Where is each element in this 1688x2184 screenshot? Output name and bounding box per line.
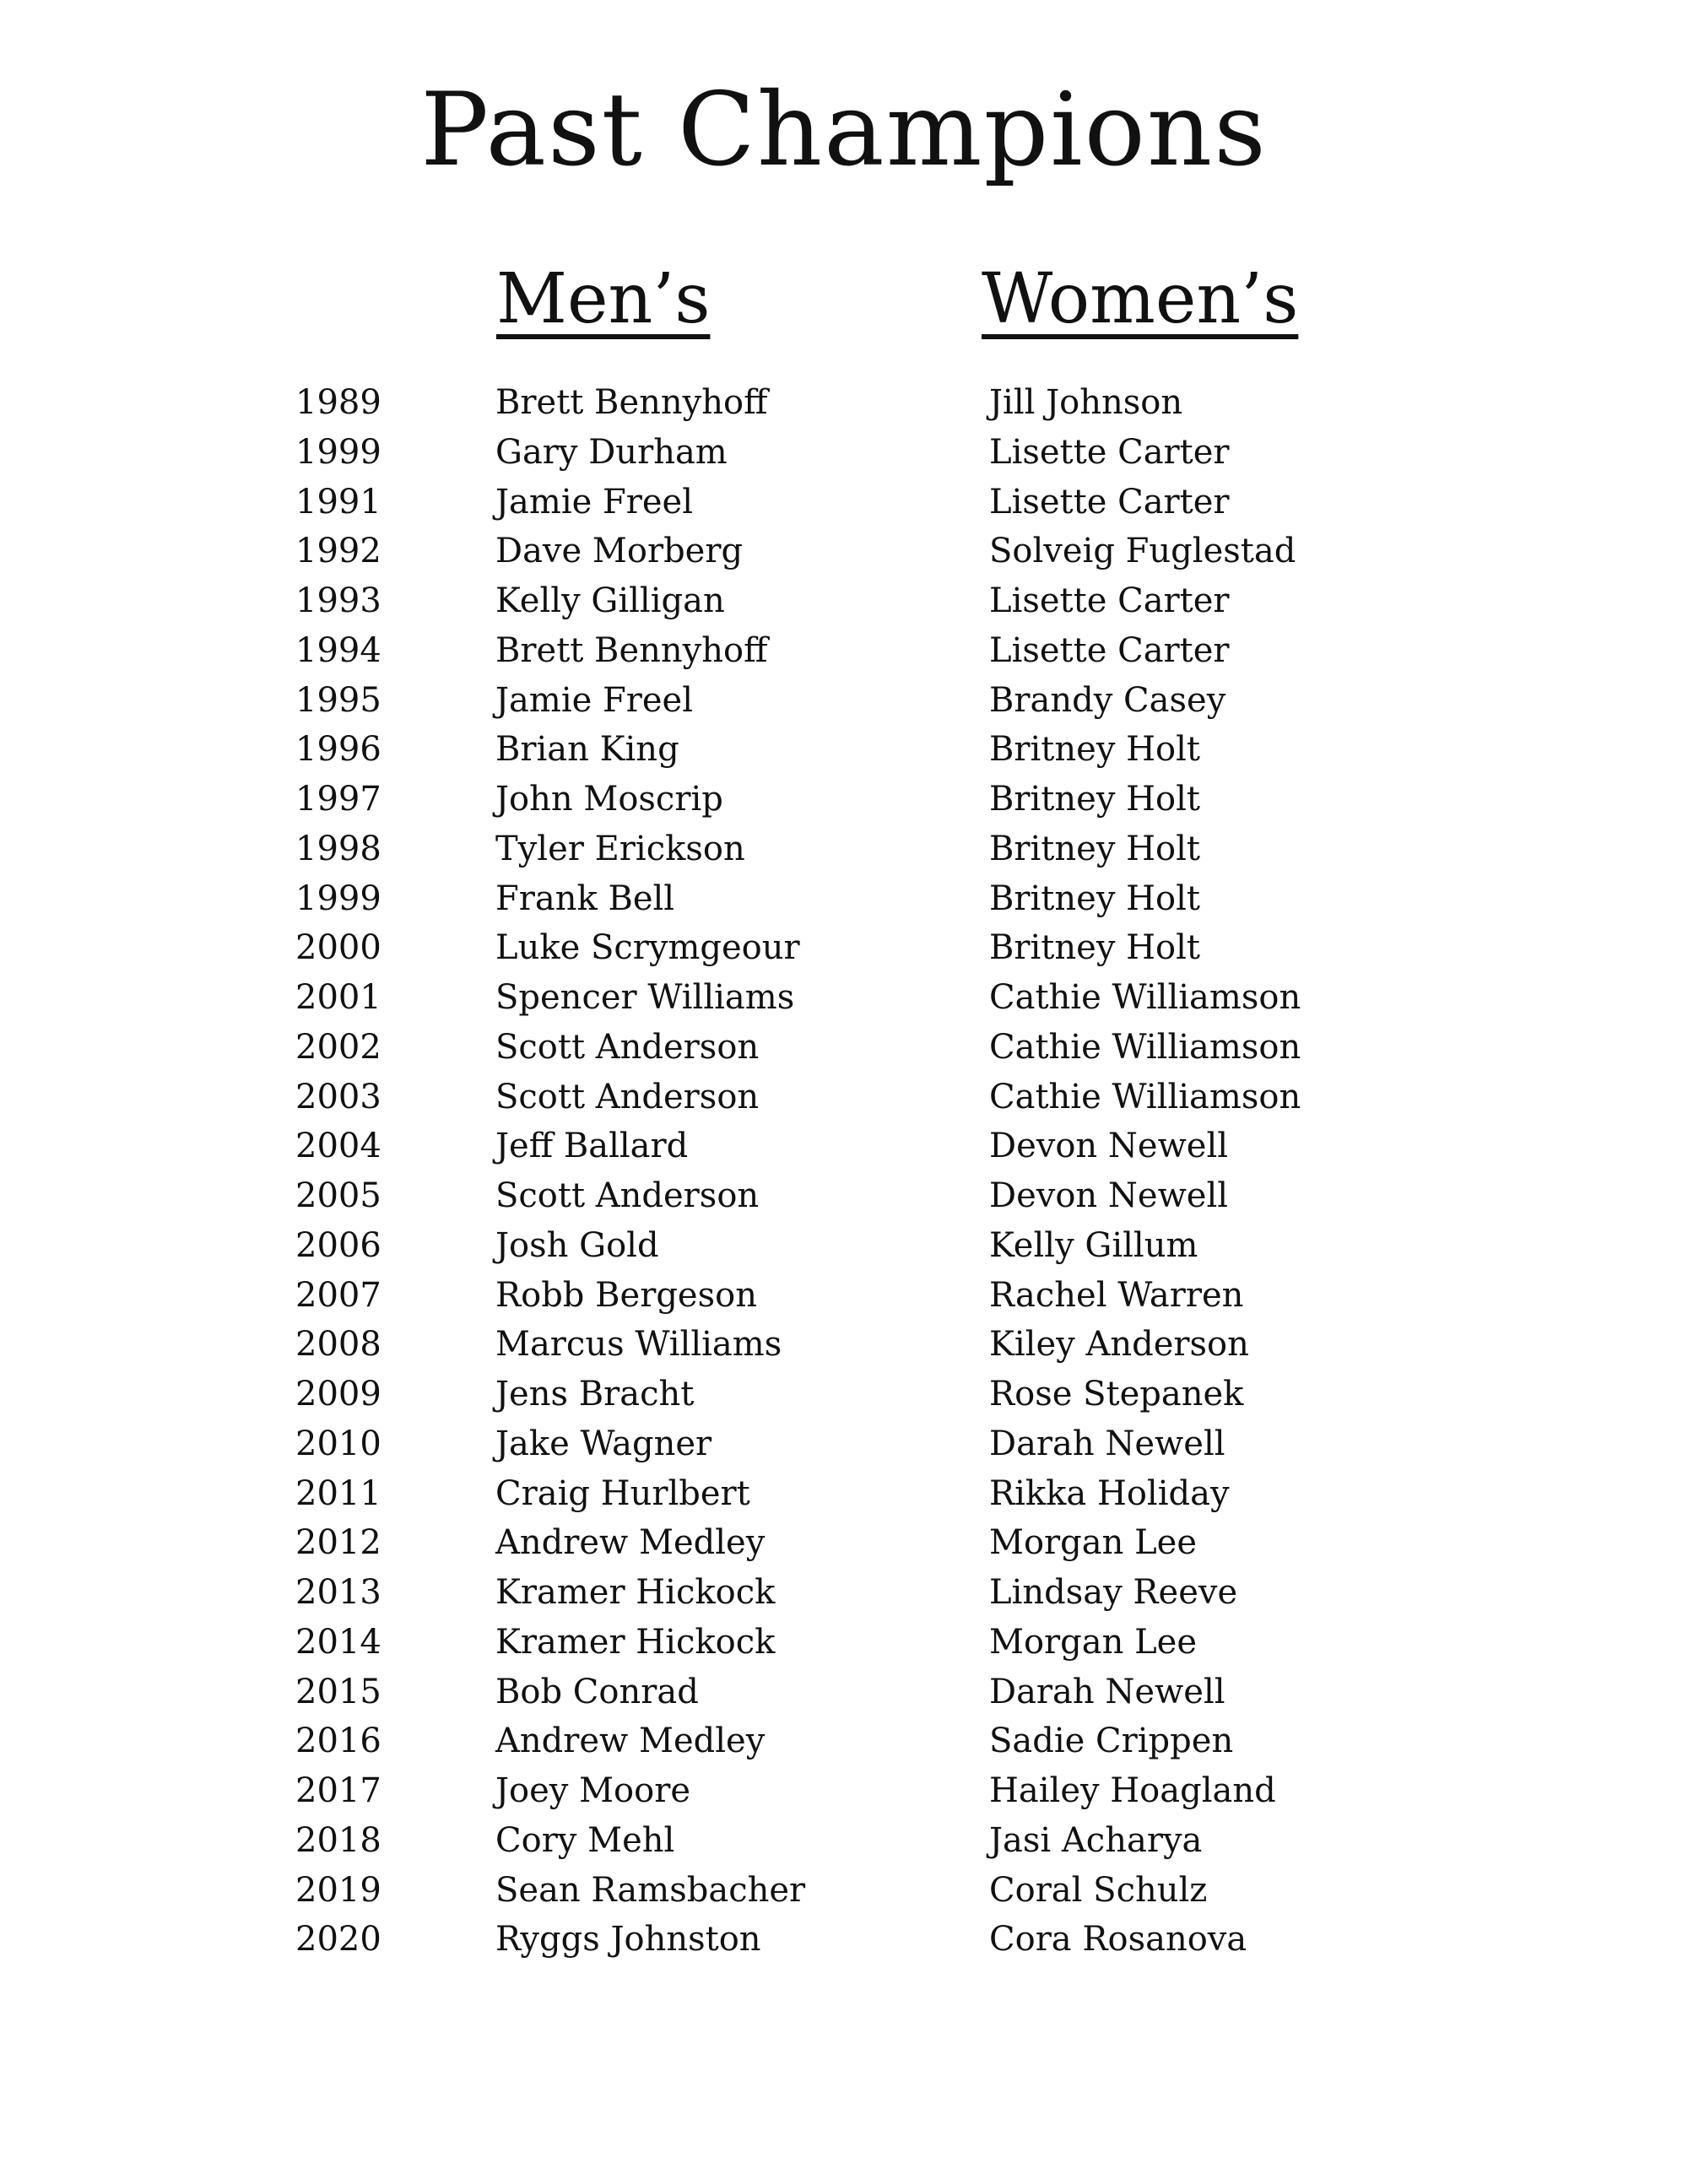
mens-champion-cell: Jamie Freel	[495, 482, 694, 522]
champion-row	[0, 775, 1688, 824]
champion-row	[0, 1866, 1688, 1916]
mens-champion-cell: Scott Anderson	[495, 1027, 760, 1067]
year-cell: 1995	[295, 680, 381, 720]
womens-champion-cell: Kelly Gillum	[989, 1225, 1198, 1265]
mens-champion-cell: Jens Bracht	[495, 1375, 695, 1414]
year-cell: 2020	[295, 1920, 381, 1960]
mens-champion-cell: Robb Bergeson	[495, 1275, 757, 1315]
mens-champion-cell: Spencer Williams	[495, 978, 795, 1017]
year-cell: 2012	[295, 1523, 381, 1563]
mens-champion-cell: Ryggs Johnston	[495, 1920, 761, 1960]
champion-row	[0, 1271, 1688, 1321]
mens-champion-cell: Frank Bell	[495, 878, 675, 918]
champion-row	[0, 676, 1688, 726]
womens-champion-cell: Brandy Casey	[989, 680, 1226, 720]
champion-row	[0, 626, 1688, 676]
mens-column-header: Men’s	[496, 259, 711, 339]
champion-row	[0, 1518, 1688, 1568]
year-cell: 2007	[295, 1275, 381, 1315]
year-cell: 2014	[295, 1622, 381, 1662]
champion-row	[0, 576, 1688, 626]
mens-champion-cell: Kelly Gilligan	[495, 581, 725, 620]
womens-champion-cell: Cathie Williamson	[989, 1027, 1301, 1067]
year-cell: 2004	[295, 1127, 381, 1166]
champion-row	[0, 1122, 1688, 1171]
champion-row	[0, 1419, 1688, 1469]
womens-champion-cell: Kiley Anderson	[989, 1325, 1249, 1365]
champion-row	[0, 1171, 1688, 1221]
womens-champion-cell: Britney Holt	[989, 780, 1200, 819]
champion-row	[0, 824, 1688, 874]
year-cell: 2000	[295, 928, 381, 968]
womens-champion-cell: Rose Stepanek	[989, 1375, 1244, 1414]
mens-champion-cell: Kramer Hickock	[495, 1622, 776, 1662]
year-cell: 1996	[295, 730, 381, 770]
mens-champion-cell: Marcus Williams	[495, 1325, 782, 1365]
mens-champion-cell: Andrew Medley	[495, 1523, 766, 1563]
womens-champion-cell: Lisette Carter	[989, 630, 1230, 670]
year-cell: 1992	[295, 532, 381, 571]
champion-row	[0, 1668, 1688, 1717]
champion-row	[0, 378, 1688, 428]
womens-champion-cell: Devon Newell	[989, 1127, 1229, 1166]
mens-champion-cell: Scott Anderson	[495, 1077, 760, 1116]
womens-column-header: Women’s	[982, 259, 1299, 339]
champion-row	[0, 725, 1688, 775]
year-cell: 2009	[295, 1375, 381, 1414]
year-cell: 2011	[295, 1473, 381, 1513]
womens-champion-cell: Hailey Hoagland	[989, 1771, 1276, 1810]
champion-row	[0, 1023, 1688, 1073]
champion-row	[0, 1469, 1688, 1519]
mens-champion-cell: Scott Anderson	[495, 1176, 760, 1215]
mens-champion-cell: Jake Wagner	[495, 1424, 712, 1463]
champions-list	[0, 378, 1688, 1965]
champion-row	[0, 428, 1688, 478]
womens-champion-cell: Lisette Carter	[989, 482, 1230, 522]
mens-champion-cell: Josh Gold	[495, 1225, 659, 1265]
womens-champion-cell: Lindsay Reeve	[989, 1573, 1238, 1612]
womens-champion-cell: Britney Holt	[989, 829, 1200, 868]
mens-champion-cell: Jamie Freel	[495, 680, 694, 720]
year-cell: 2003	[295, 1077, 381, 1116]
mens-champion-cell: Jeff Ballard	[495, 1127, 689, 1166]
year-cell: 2010	[295, 1424, 381, 1463]
mens-champion-cell: Brett Bennyhoff	[495, 383, 768, 422]
womens-champion-cell: Cora Rosanova	[989, 1920, 1247, 1960]
mens-champion-cell: Andrew Medley	[495, 1722, 766, 1761]
womens-champion-cell: Morgan Lee	[989, 1523, 1197, 1563]
womens-champion-cell: Solveig Fuglestad	[989, 532, 1296, 571]
champion-row	[0, 1716, 1688, 1766]
champion-row	[0, 1320, 1688, 1370]
womens-champion-cell: Lisette Carter	[989, 581, 1230, 620]
mens-champion-cell: Brett Bennyhoff	[495, 630, 768, 670]
champion-row	[0, 1073, 1688, 1122]
mens-champion-cell: Luke Scrymgeour	[495, 928, 800, 968]
page-title: Past Champions	[420, 72, 1268, 189]
mens-champion-cell: Dave Morberg	[495, 532, 744, 571]
year-cell: 1999	[295, 878, 381, 918]
champion-row	[0, 1618, 1688, 1668]
year-cell: 2002	[295, 1027, 381, 1067]
mens-champion-cell: Gary Durham	[495, 432, 728, 472]
mens-champion-cell: Craig Hurlbert	[495, 1473, 750, 1513]
womens-champion-cell: Cathie Williamson	[989, 978, 1301, 1017]
womens-champion-cell: Morgan Lee	[989, 1622, 1197, 1662]
champion-row	[0, 923, 1688, 973]
womens-champion-cell: Darah Newell	[989, 1424, 1225, 1463]
champion-row	[0, 1568, 1688, 1618]
womens-champion-cell: Britney Holt	[989, 730, 1200, 770]
womens-champion-cell: Britney Holt	[989, 878, 1200, 918]
mens-champion-cell: Sean Ramsbacher	[495, 1870, 806, 1910]
mens-champion-cell: Brian King	[495, 730, 679, 770]
champion-row	[0, 1816, 1688, 1866]
champion-row	[0, 1221, 1688, 1271]
womens-champion-cell: Jill Johnson	[989, 383, 1183, 422]
year-cell: 2005	[295, 1176, 381, 1215]
mens-champion-cell: John Moscrip	[495, 780, 723, 819]
womens-champion-cell: Cathie Williamson	[989, 1077, 1301, 1116]
champion-row	[0, 1370, 1688, 1419]
year-cell: 2016	[295, 1722, 381, 1761]
mens-champion-cell: Tyler Erickson	[495, 829, 745, 868]
womens-champion-cell: Rachel Warren	[989, 1275, 1244, 1315]
mens-champion-cell: Bob Conrad	[495, 1672, 699, 1711]
champion-row	[0, 874, 1688, 924]
champion-row	[0, 478, 1688, 527]
year-cell: 1997	[295, 780, 381, 819]
year-cell: 1999	[295, 432, 381, 472]
year-cell: 2008	[295, 1325, 381, 1365]
womens-champion-cell: Rikka Holiday	[989, 1473, 1230, 1513]
womens-champion-cell: Devon Newell	[989, 1176, 1229, 1215]
year-cell: 2018	[295, 1820, 381, 1860]
champion-row	[0, 1915, 1688, 1965]
year-cell: 2017	[295, 1771, 381, 1810]
womens-champion-cell: Sadie Crippen	[989, 1722, 1234, 1761]
year-cell: 2001	[295, 978, 381, 1017]
year-cell: 1989	[295, 383, 381, 422]
mens-champion-cell: Kramer Hickock	[495, 1573, 776, 1612]
champion-row	[0, 527, 1688, 576]
womens-champion-cell: Lisette Carter	[989, 432, 1230, 472]
champion-row	[0, 973, 1688, 1023]
year-cell: 1998	[295, 829, 381, 868]
champion-row	[0, 1766, 1688, 1816]
year-cell: 1993	[295, 581, 381, 620]
womens-champion-cell: Jasi Acharya	[989, 1820, 1203, 1860]
year-cell: 2019	[295, 1870, 381, 1910]
year-cell: 2006	[295, 1225, 381, 1265]
year-cell: 2015	[295, 1672, 381, 1711]
year-cell: 1991	[295, 482, 381, 522]
womens-champion-cell: Coral Schulz	[989, 1870, 1208, 1910]
womens-champion-cell: Britney Holt	[989, 928, 1200, 968]
year-cell: 2013	[295, 1573, 381, 1612]
mens-champion-cell: Cory Mehl	[495, 1820, 675, 1860]
mens-champion-cell: Joey Moore	[495, 1771, 691, 1810]
year-cell: 1994	[295, 630, 381, 670]
womens-champion-cell: Darah Newell	[989, 1672, 1225, 1711]
